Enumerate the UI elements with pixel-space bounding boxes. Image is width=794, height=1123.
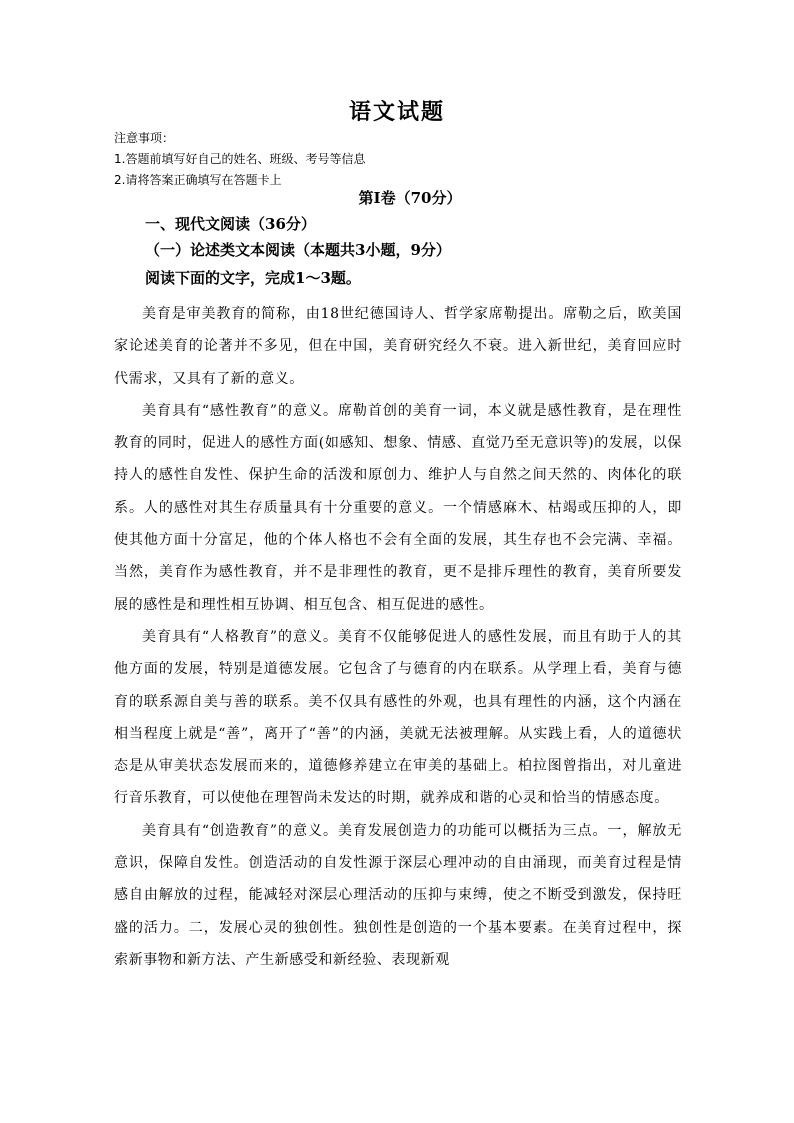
- notice-block: [114, 128, 365, 191]
- reading-passage: [114, 298, 682, 976]
- subsection-heading: （一）论述类文本阅读（本题共3小题，9分）: [145, 241, 451, 259]
- passage-paragraph: 美育具有“人格教育”的意义。美育不仅能够促进人的感性发展，而且有助于人的其他方面的发展，特别是道德发展。它包含了与德育的内在联系。从学理上看，美育与德育的联系源自美与善的联系。美不仅具有感性的外观，也具有理性的内涵，这个内涵在相当程度上就是“善”，离开了“善”的内涵，美就无法被理解。从实践上看，人的道德状态是从审美状态发展而来的，道德修养建立在审美的基础上。柏拉图曾指出，对儿童进行音乐教育，可以使他在理智尚未发达的时期，就养成和谐的心灵和恰当的情感态度。: [114, 628, 682, 807]
- notice-item: 1.答题前填写好自己的姓名、班级、考号等信息: [114, 152, 366, 166]
- passage-paragraph: 美育是审美教育的简称，由18世纪德国诗人、哲学家席勒提出。席勒之后，欧美国家论述美育的论著并不多见，但在中国，美育研究经久不衰。进入新世纪，美育回应时代需求，又具有了新的意义。: [114, 306, 682, 387]
- passage-paragraph: 美育具有“创造教育”的意义。美育发展创造力的功能可以概括为三点。一，解放无意识，保障自发性。创造活动的自发性源于深层心理冲动的自由涌现，而美育过程是情感自由解放的过程，能减轻对深层心理活动的压抑与束缚，使之不断受到激发，保持旺盛的活力。二，发展心灵的独创性。独创性是创造的一个基本要素。在美育过程中，探索新事物和新方法、产生新感受和新经验、表现新观: [114, 822, 682, 968]
- passage-paragraph: 美育具有“感性教育”的意义。席勒首创的美育一词，本义就是感性教育，是在理性教育的同时，促进人的感性方面(如感知、想象、情感、直觉乃至无意识等)的发展，以保持人的感性自发性、保护生命的活泼和原创力、维护人与自然之间天然的、肉体化的联系。人的感性对其生存质量具有十分重要的意义。一个情感麻木、枯竭或压抑的人，即使其他方面十分富足，他的个体人格也不会有全面的发展，其生存也不会完满、幸福。当然，美育作为感性教育，并不是非理性的教育，更不是排斥理性的教育，美育所要发展的感性是和理性相互协调、相互包含、相互促进的感性。: [114, 402, 682, 613]
- volume-title: 第Ⅰ卷（70分）: [358, 189, 462, 207]
- notice-item: 2.请将答案正确填写在答题卡上: [114, 173, 282, 187]
- section-heading: 一、现代文阅读（36分）: [145, 215, 316, 233]
- reading-instruction: 阅读下面的文字，完成1～3题。: [145, 269, 361, 287]
- notice-heading: 注意事项：: [114, 131, 175, 145]
- page-title: 语文试题: [348, 99, 445, 125]
